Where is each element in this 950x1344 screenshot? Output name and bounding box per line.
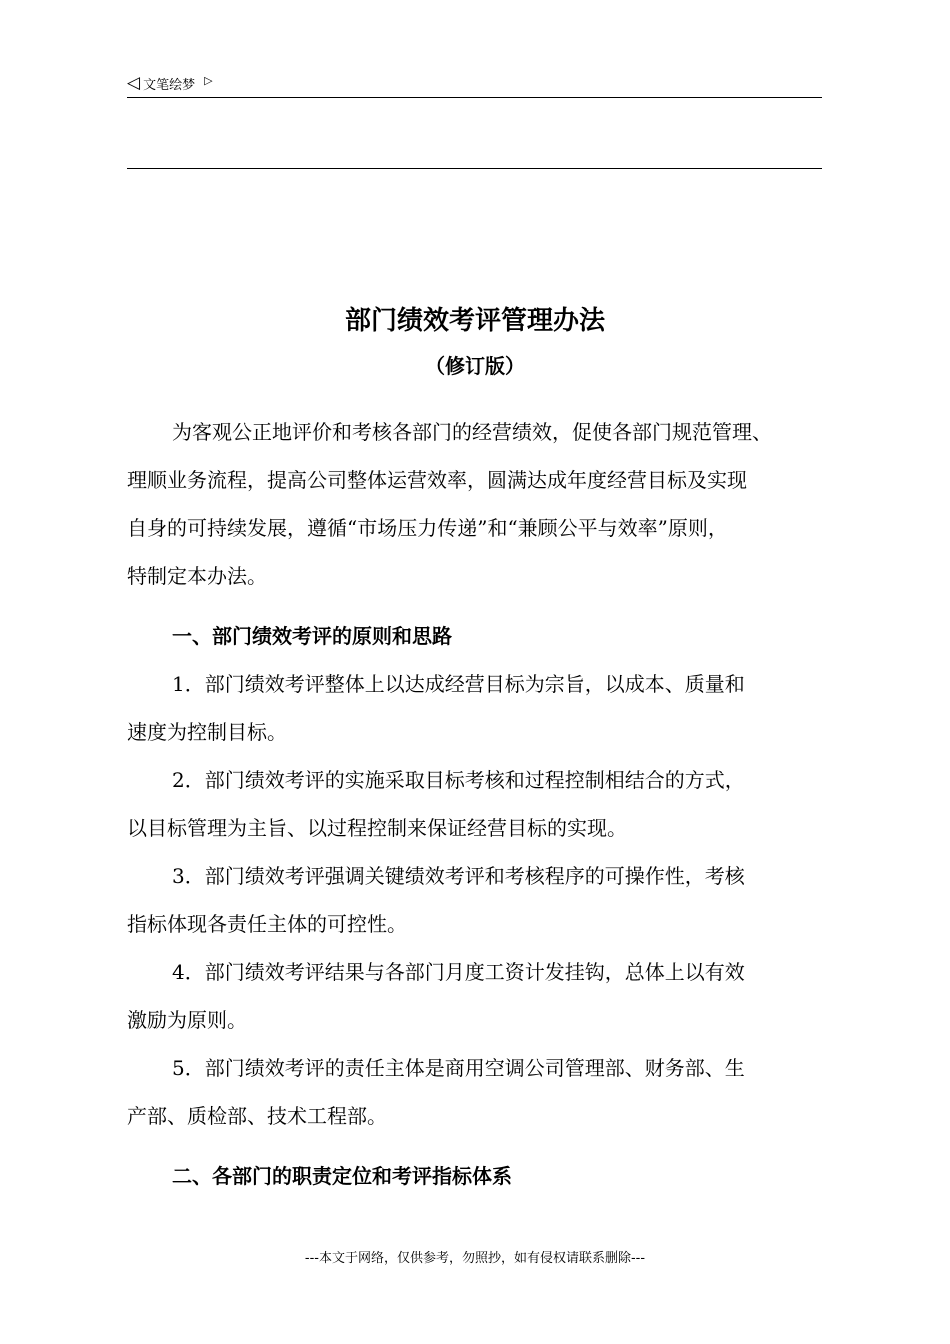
item-5-line1: 5．部门绩效考评的责任主体是商用空调公司管理部、财务部、生 bbox=[172, 1056, 745, 1080]
header-title: 文笔绘梦 bbox=[143, 78, 196, 93]
section-heading: 二、各部门的职责定位和考评指标体系 bbox=[172, 1164, 512, 1188]
section-heading: 一、部门绩效考评的原则和思路 bbox=[172, 624, 452, 648]
triangle-right-icon: ▷ bbox=[204, 74, 213, 87]
intro-line: 自身的可持续发展，遵循“市场压力传递”和“兼顾公平与效率”原则， bbox=[127, 516, 728, 540]
item-3-line2: 指标体现各责任主体的可控性。 bbox=[127, 912, 407, 936]
item-2-line2: 以目标管理为主旨、以过程控制来保证经营目标的实现。 bbox=[127, 816, 627, 840]
item-4-line2: 激励为原则。 bbox=[127, 1008, 247, 1032]
triangle-left-icon: ◁ bbox=[127, 73, 141, 93]
item-5-line2: 产部、质检部、技术工程部。 bbox=[127, 1104, 387, 1128]
item-1-line1: 1．部门绩效考评整体上以达成经营目标为宗旨，以成本、质量和 bbox=[172, 672, 745, 696]
document-title: 部门绩效考评管理办法 bbox=[344, 306, 605, 336]
intro-line: 特制定本办法。 bbox=[127, 564, 267, 588]
item-4-line1: 4．部门绩效考评结果与各部门月度工资计发挂钩，总体上以有效 bbox=[172, 960, 745, 984]
item-2-line1: 2．部门绩效考评的实施采取目标考核和过程控制相结合的方式， bbox=[172, 768, 745, 792]
item-1-line2: 速度为控制目标。 bbox=[127, 720, 287, 744]
header-divider bbox=[127, 97, 822, 98]
intro-line: 为客观公正地评价和考核各部门的经营绩效，促使各部门规范管理、 bbox=[172, 420, 772, 444]
page-header bbox=[127, 74, 213, 93]
intro-line: 理顺业务流程，提高公司整体运营效率，圆满达成年度经营目标及实现 bbox=[127, 468, 747, 492]
page-footer: ---本文于网络，仅供参考，勿照抄，如有侵权请联系删除--- bbox=[304, 1251, 646, 1266]
document-subtitle: （修订版） bbox=[425, 354, 525, 378]
item-3-line1: 3．部门绩效考评强调关键绩效考评和考核程序的可操作性，考核 bbox=[172, 864, 745, 888]
divider bbox=[127, 168, 822, 169]
